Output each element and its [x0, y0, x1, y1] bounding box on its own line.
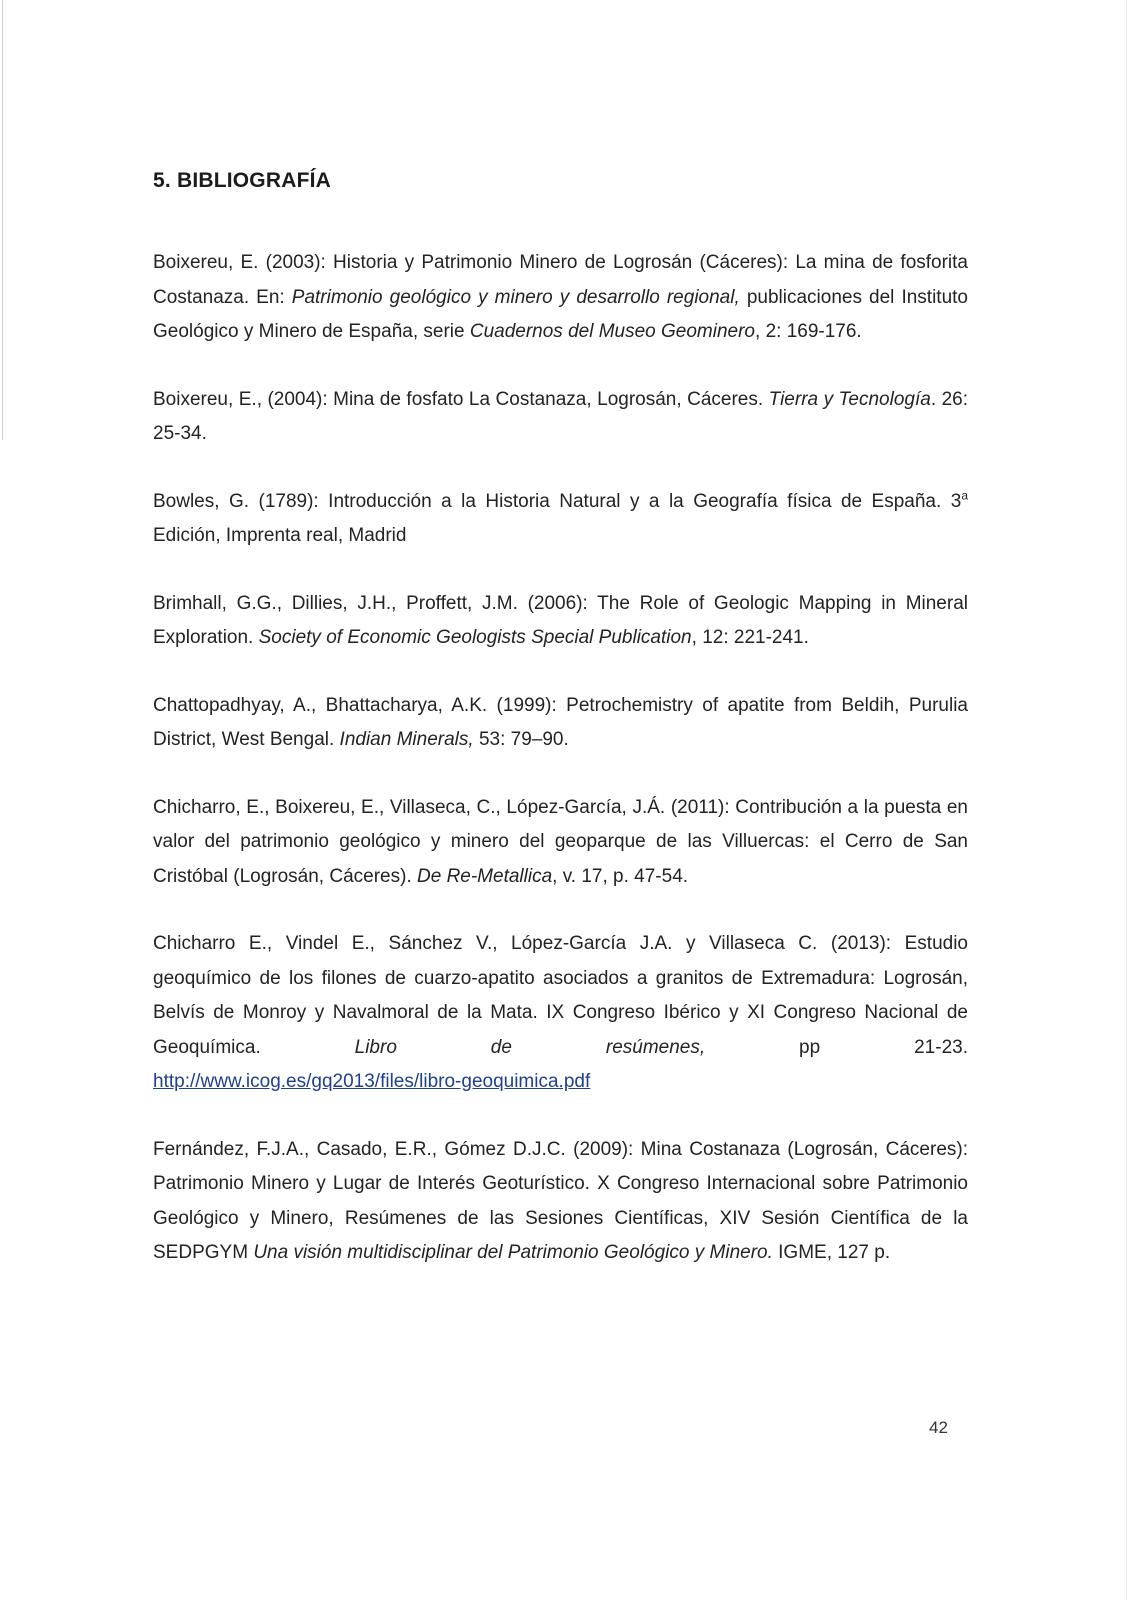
- reference-boixereu-2004: [153, 383, 968, 452]
- reference-pages: , 12: 221-241.: [691, 627, 809, 648]
- reference-text: Boixereu, E. (2003): Historia y Patrimonio Minero de Logrosán (Cáceres): La mina de fosforita Costanaza. En:: [153, 252, 968, 308]
- bibliography-list: [153, 246, 968, 1271]
- reference-source: De Re-Metallica: [417, 865, 553, 887]
- reference-pages: pp 21-23.: [705, 1036, 968, 1058]
- reference-pages: 53: 79–90.: [473, 729, 569, 750]
- reference-pages: , v. 17, p. 47-54.: [552, 865, 689, 887]
- reference-text: publicaciones del Instituto Geológico y Minero de España, serie: [153, 286, 968, 342]
- reference-source: Tierra y Tecnología: [768, 388, 931, 410]
- reference-text: Brimhall, G.G., Dillies, J.H., Proffett, J.M. (2006): The Role of Geologic Mapping in Mineral Exploration.: [153, 592, 968, 648]
- reference-body: [153, 927, 968, 1065]
- reference-text: Chicharro E., Vindel E., Sánchez V., López-García J.A. y Villaseca C. (2013): Estudio geoquímico de los filones de cuarzo-apatito asociados a granitos de Extremadura: Logrosán, Belvís de Monroy y Navalmoral de la Mata. IX Congreso Ibérico y XI Congreso Nacional de Geoquímica.: [153, 933, 968, 1058]
- scan-edge-left: [2, 0, 3, 440]
- reference-chattopadhyay-1999: [153, 689, 968, 758]
- reference-source: Libro de resúmenes,: [354, 1036, 706, 1058]
- scan-edge-right: [1126, 0, 1127, 1600]
- reference-source: Society of Economic Geologists Special Publication: [258, 627, 692, 648]
- page-title: 5. BIBLIOGRAFÍA: [153, 169, 332, 192]
- reference-fernandez-2009: [153, 1133, 968, 1271]
- reference-link[interactable]: http://www.icog.es/gq2013/files/libro-geoquimica.pdf: [153, 1071, 591, 1092]
- reference-superscript: a: [961, 488, 968, 503]
- reference-text: Boixereu, E., (2004): Mina de fosfato La Costanaza, Logrosán, Cáceres.: [153, 388, 769, 410]
- reference-text: Chattopadhyay, A., Bhattacharya, A.K. (1999): Petrochemistry of apatite from Beldih, Purulia District, West Bengal.: [153, 694, 968, 750]
- reference-pages: . 26: 25-34.: [153, 388, 968, 444]
- reference-chicharro-2013: [153, 927, 968, 1100]
- reference-brimhall-2006: [153, 587, 968, 656]
- reference-text: Fernández, F.J.A., Casado, E.R., Gómez D.J.C. (2009): Mina Costanaza (Logrosán, Cáceres): Patrimonio Minero y Lugar de Interés Geoturístico. X Congreso Internacional sobre Patrimonio Geológico y Minero, Resúmenes de las Sesiones Científicas, XIV Sesión Científica de la SEDPGYM: [153, 1138, 968, 1263]
- reference-source: Indian Minerals,: [339, 729, 474, 750]
- page-number: 42: [929, 1418, 948, 1437]
- reference-chicharro-2011: [153, 791, 968, 895]
- reference-pages: Edición, Imprenta real, Madrid: [153, 525, 407, 546]
- reference-bowles-1789: [153, 485, 968, 554]
- reference-source: Una visión multidisciplinar del Patrimonio Geológico y Minero.: [253, 1242, 773, 1263]
- reference-text: Chicharro, E., Boixereu, E., Villaseca, C., López-García, J.Á. (2011): Contribución a la puesta en valor del patrimonio geológico y minero del geoparque de las Villuercas: el Cerro de San Cristóbal (Logrosán, Cáceres).: [153, 796, 968, 887]
- reference-source: Patrimonio geológico y minero y desarrollo regional,: [291, 286, 740, 308]
- reference-pages: , 2: 169-176.: [755, 321, 862, 342]
- reference-text: Bowles, G. (1789): Introducción a la Historia Natural y a la Geografía física de España. 3: [153, 490, 962, 512]
- reference-boixereu-2003: [153, 246, 968, 350]
- reference-pages: IGME, 127 p.: [772, 1242, 891, 1263]
- reference-series: Cuadernos del Museo Geominero: [469, 321, 756, 342]
- reference-link-line: [153, 1065, 968, 1100]
